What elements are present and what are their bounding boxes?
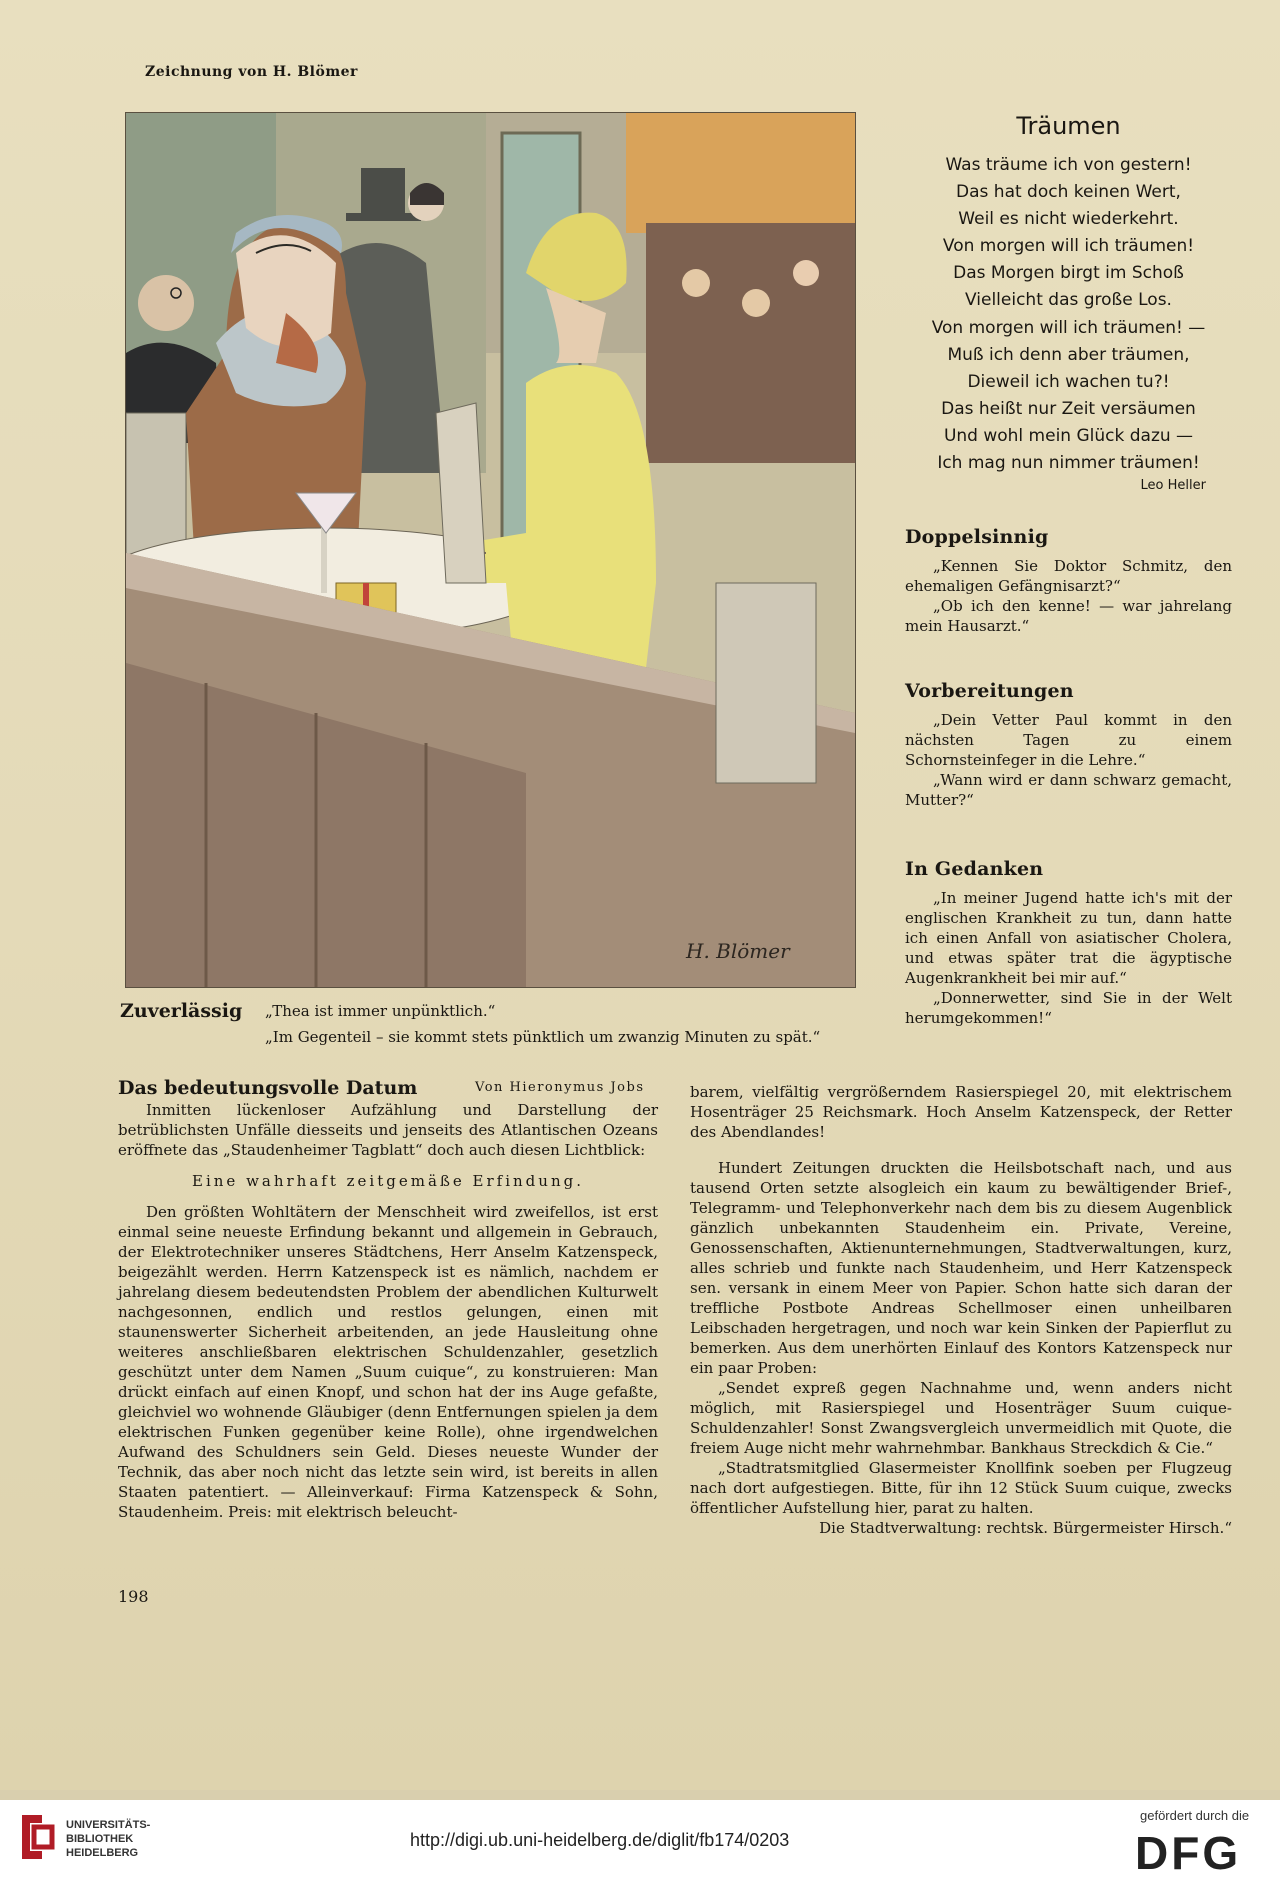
article-column-2: [690, 1082, 1232, 1538]
article-paragraph: „Sendet expreß gegen Nachnahme und, wenn anders nicht möglich, mit Rasierspiegel und Hosenträger Suum cuique-Schuldenzahler! Sonst Zwangsvergleich unvermeidlich mit Quote, die freiem Auge nicht mehr wahrnehmbar. Bankhaus Streckdich & Cie.“: [690, 1379, 1232, 1457]
library-name: [66, 1818, 150, 1860]
joke-title: In Gedanken: [905, 858, 1044, 880]
caption-line: „Thea ist immer unpünktlich.“: [265, 1002, 496, 1020]
poem-line: Das hat doch keinen Wert,: [956, 182, 1181, 203]
poem-line: Was träume ich von gestern!: [945, 155, 1192, 175]
poem-line: Muß ich denn aber träumen,: [947, 344, 1190, 365]
joke-title: Doppelsinnig: [905, 526, 1049, 548]
joke-paragraph: „Ob ich den kenne! — war jahrelang mein Hausarzt.“: [905, 597, 1232, 635]
joke-doppelsinnig: [905, 526, 1232, 636]
poem-line: Das Morgen birgt im Schoß: [953, 263, 1184, 284]
funding-note: gefördert durch die: [1140, 1808, 1250, 1823]
poem-body: [905, 152, 1232, 477]
joke-in-gedanken: [905, 858, 1232, 1028]
article-paragraph: Den größten Wohltätern der Menschheit wird zweifellos, ist erst einmal seine neueste Erfindung bekannt und allgemein in Gebrauch, der Elektrotechniker unseres Städtchens, Herr Anselm Katzenspeck, beigezählt werden. Herrn Katzenspeck ist es nämlich, nachdem er jahrelang diesem bedeutendsten Problem der abendlichen Kulturwelt nachgesonnen, endlich und restlos gelungen, einen mit staunenswerter Sicherheit arbeitenden, an jede Hausleitung ohne weiteres anschließbaren elektrischen Schuldenzahler, gesetzlich geschützt unter dem Namen „Suum cuique“, zu konstruieren: Man drückt einfach auf einen Knopf, und schon hat der ins Auge gefaßte, gleichviel wo wohnende Gläubiger (denn Entfernungen spielen ja dem elektrischen Funken gegenüber keine Rolle), ohne irgendwelchen Aufwand des Schuldners sein Geld. Dieses neueste Wunder der Technik, das aber noch nicht das letzte sein wird, ist bereits in allen Staaten patentiert. — Alleinverkauf: Firma Katzenspeck & Sohn, Staudenheim. Preis: mit elektrisch beleucht-: [118, 1203, 658, 1521]
joke-paragraph: „Dein Vetter Paul kommt in den nächsten Tagen zu einem Schornsteinfeger in die Lehre.“: [905, 711, 1232, 769]
dfg-logo: DFG: [1135, 1827, 1242, 1879]
article-paragraph: „Stadtratsmitglied Glasermeister Knollfink soeben per Flugzeug nach dort aufgestiegen. Bitte, für ihn 12 Stück Suum cuique, zwecks öffentlicher Aufstellung hier, parat zu halten.: [690, 1459, 1232, 1517]
poem-line: Dieweil ich wachen tu?!: [967, 371, 1170, 392]
article-paragraph: barem, vielfältig vergrößerndem Rasierspiegel 20, mit elektrischem Hosenträger 25 Reichsmark. Hoch Anselm Katzenspeck, der Retter des Abendlandes!: [690, 1083, 1232, 1141]
joke-paragraph: „Donnerwetter, sind Sie in der Welt herumgekommen!“: [905, 989, 1232, 1027]
university-logo-icon: [18, 1813, 56, 1861]
joke-paragraph: „In meiner Jugend hatte ich's mit der englischen Krankheit zu tun, dann hatte ich einen Anfall von asiatischer Cholera, und etwas später trat die ägyptische Augenkrankheit bei mir auf.“: [905, 889, 1232, 987]
article-title: Das bedeutungsvolle Datum: [118, 1077, 418, 1099]
poem-line: Weil es nicht wiederkehrt.: [958, 209, 1179, 230]
artist-signature: H. Blömer: [686, 939, 790, 963]
caption-title: Zuverlässig: [120, 1000, 243, 1022]
poem-line: Das heißt nur Zeit versäumen: [941, 398, 1196, 419]
article-headline: Eine wahrhaft zeitgemäße Erfindung.: [192, 1172, 584, 1190]
article-byline: Von Hieronymus Jobs: [475, 1080, 645, 1095]
poem-title: Träumen: [1016, 112, 1121, 140]
joke-paragraph: „Wann wird er dann schwarz gemacht, Mutter?“: [905, 771, 1232, 809]
poem-line: Von morgen will ich träumen!: [942, 236, 1195, 257]
article-intro: Inmitten lückenloser Aufzählung und Darstellung der betrüblichsten Unfälle diesseits und jenseits des Atlantischen Ozeans eröffnete das „Staudenheimer Tagblatt“ doch auch diesen Lichtblick:: [118, 1101, 658, 1159]
cafe-illustration: [125, 112, 856, 988]
poem-line: Und wohl mein Glück dazu —: [943, 425, 1194, 446]
joke-title: Vorbereitungen: [905, 680, 1074, 702]
poem-line: Von morgen will ich träumen! —: [931, 317, 1206, 338]
poem-line: Vielleicht das große Los.: [965, 290, 1172, 311]
poem-author: Leo Heller: [1140, 478, 1206, 493]
library-line: BIBLIOTHEK: [66, 1833, 134, 1845]
caption-text: [265, 998, 820, 1050]
joke-vorbereitungen: [905, 680, 1232, 810]
page-number: 198: [118, 1587, 149, 1606]
poem-line: Ich mag nun nimmer träumen!: [937, 453, 1200, 474]
library-line: HEIDELBERG: [66, 1847, 139, 1859]
article-paragraph: Hundert Zeitungen druckten die Heilsbotschaft nach, und aus tausend Orten setzte alsogleich ein kaum zu bewältigender Brief-, Telegramm- und Telephonverkehr nach dem bis zu diesem Augenblick gänzlich unbekannten Staudenheim ein. Private, Vereine, Genossenschaften, Aktienunternehmungen, Stadtverwaltungen, kurz, alles schrieb und funkte nach Staudenheim, und Herr Katzenspeck sen. versank in einem Meer von Papier. Schon hatte sich daran der treffliche Postbote Andreas Schellmoser einen unheilbaren Leibschaden hergetragen, und noch war kein Sinken der Papierflut zu bemerken. Aus dem unerhörten Einlauf des Kontors Katzenspeck nur ein paar Proben:: [690, 1159, 1232, 1377]
viewer-footer: [0, 1800, 1280, 1893]
illustration-credit: Zeichnung von H. Blömer: [145, 64, 358, 80]
article-signature: Die Stadtverwaltung: rechtsk. Bürgermeister Hirsch.“: [819, 1519, 1232, 1537]
library-line: UNIVERSITÄTS-: [66, 1819, 151, 1831]
caption-line: „Im Gegenteil – sie kommt stets pünktlich um zwanzig Minuten zu spät.“: [265, 1028, 821, 1046]
joke-paragraph: „Kennen Sie Doktor Schmitz, den ehemaligen Gefängnisarzt?“: [905, 557, 1232, 595]
permalink[interactable]: http://digi.ub.uni-heidelberg.de/diglit/fb174/0203: [410, 1830, 790, 1850]
article-column-1: [118, 1100, 658, 1522]
